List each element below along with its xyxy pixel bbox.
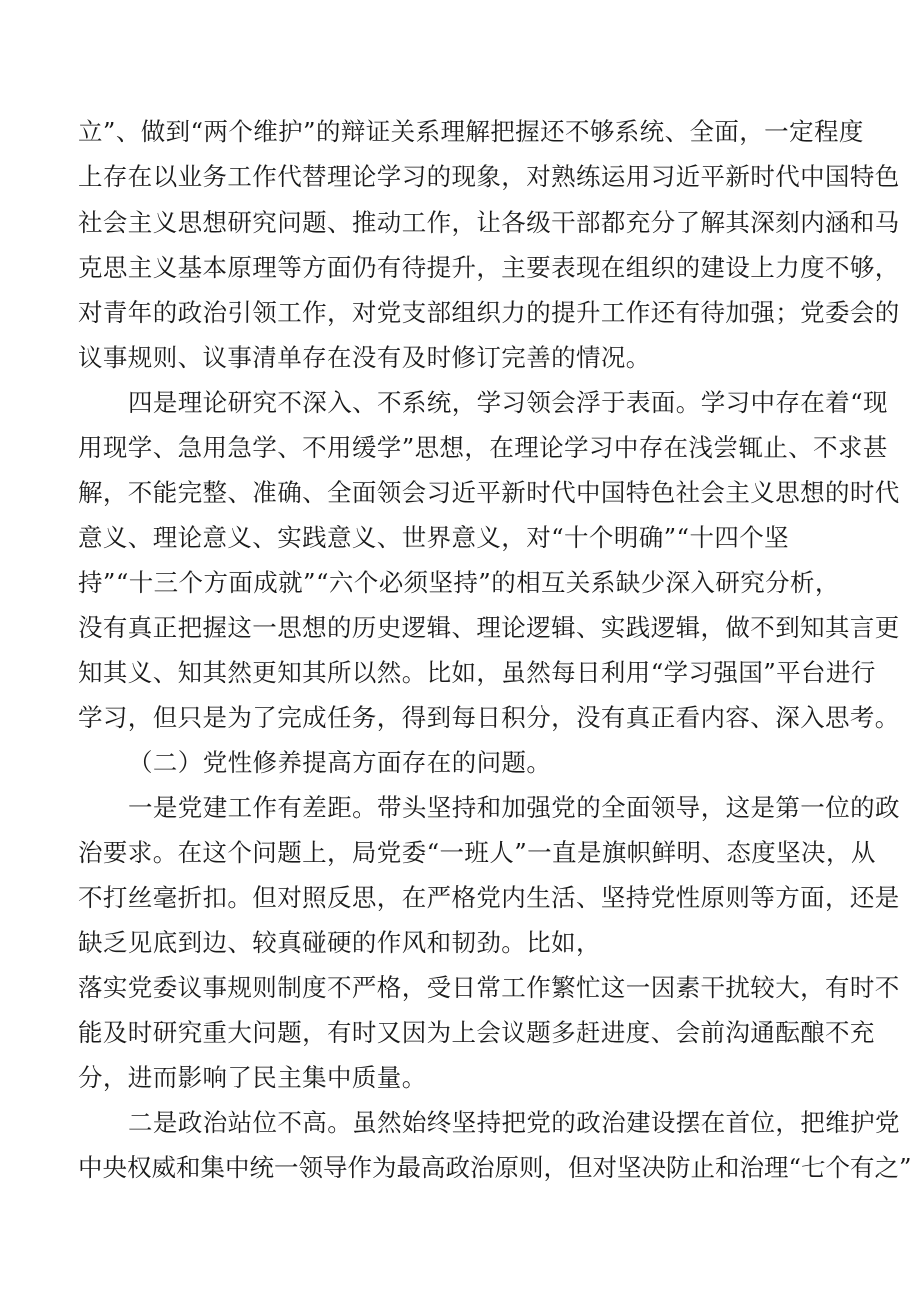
text-line: 缺乏见底到边、较真碰硬的作风和韧劲。比如， — [78, 928, 601, 957]
section-heading: （二）党性修养提高方面存在的问题。 — [128, 748, 552, 777]
text-line: 没有真正把握这一思想的历史逻辑、理论逻辑、实践逻辑，做不到知其言更 — [78, 613, 900, 642]
text-line: 克思主义基本原理等方面仍有待提升，主要表现在组织的建设上力度不够， — [78, 253, 900, 282]
text-line: 上存在以业务工作代替理论学习的现象，对熟练运用习近平新时代中国特色 — [78, 162, 900, 191]
text-line: 意义、理论意义、实践意义、世界意义，对“十个明确”“十四个坚 — [78, 523, 790, 552]
text-line: 分，进而影响了民主集中质量。 — [78, 1063, 427, 1092]
text-line: 学习，但只是为了完成任务，得到每日积分，没有真正看内容、深入思考。 — [78, 703, 900, 732]
text-line: 能及时研究重大问题，有时又因为上会议题多赶进度、会前沟通酝酿不充 — [78, 1018, 875, 1047]
text-line: 治要求。在这个问题上，局党委“一班人”一直是旗帜鲜明、态度坚决，从 — [78, 838, 876, 867]
text-line: 议事规则、议事清单存在没有及时修订完善的情况。 — [78, 343, 651, 372]
text-line: 用现学、急用急学、不用缓学”思想，在理论学习中存在浅尝辄止、不求甚 — [78, 433, 888, 462]
paragraph-start-line: 四是理论研究不深入、不系统，学习领会浮于表面。学习中存在着“现 — [128, 388, 888, 417]
paragraph-start-line: 二是政治站位不高。虽然始终坚持把党的政治建设摆在首位，把维护党 — [128, 1108, 900, 1137]
text-line: 知其义、知其然更知其所以然。比如，虽然每日利用“学习强国”平台进行 — [78, 658, 876, 687]
text-line: 不打丝毫折扣。但对照反思，在严格党内生活、坚持党性原则等方面，还是 — [78, 883, 900, 912]
text-line: 落实党委议事规则制度不严格，受日常工作繁忙这一因素干扰较大，有时不 — [78, 973, 900, 1002]
text-line: 社会主义思想研究问题、推动工作，让各级干部都充分了解其深刻内涵和马 — [78, 208, 900, 237]
paragraph-start-line: 一是党建工作有差距。带头坚持和加强党的全面领导，这是第一位的政 — [128, 793, 900, 822]
text-line: 中央权威和集中统一领导作为最高政治原则，但对坚决防止和治理“七个有之” — [78, 1153, 912, 1182]
text-line: 解，不能完整、准确、全面领会习近平新时代中国特色社会主义思想的时代 — [78, 478, 900, 507]
text-line: 持”“十三个方面成就”“六个必须坚持”的相互关系缺少深入研究分析， — [78, 568, 840, 597]
text-line: 立”、做到“两个维护”的辩证关系理解把握还不够系统、全面，一定程度 — [78, 117, 864, 146]
text-line: 对青年的政治引领工作，对党支部组织力的提升工作还有待加强；党委会的 — [78, 298, 900, 327]
